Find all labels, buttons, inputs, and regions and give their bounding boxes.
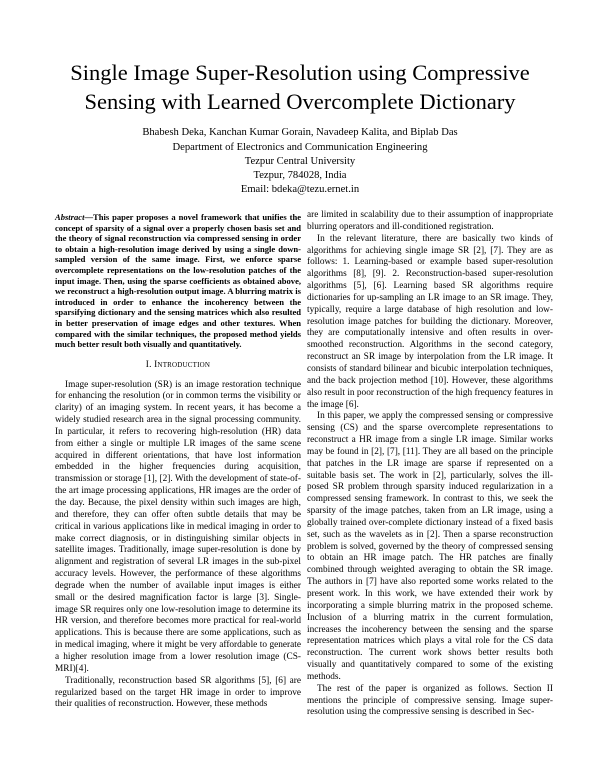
section-numeral: I. — [145, 359, 152, 370]
title-line-1: Single Image Super-Resolution using Compressive — [70, 60, 530, 85]
intro-paragraph-5: In this paper, we apply the compressed sensing or compressive sensing (CS) and the sparse overcomplete representations to reconstruct a HR image from a single LR image. Similar works may be found in [2], [7], [11]. They are all based on the principle that patches in the LR image are sparse if represented on a suitable basis set. The work in [2], particularly, solves the ill-posed SR problem through sparsity induced regularization in a compressed sensing framework. In contrast to this, we seek the sparsity of the image patches, taken from an LR image, using a globally trained over-complete dictionary instead of a fixed basis set, such as the wavelets as in [2]. Then a sparse reconstruction problem is solved, governed by the theory of compressed sensing to obtain an HR image patch. The HR patches are finally combined through weighted averaging to obtain the SR image. The authors in [7] have also reported some works related to the present work. In this work, we have extended their work by incorporating a simple blurring matrix in the proposed scheme. Inclusion of a blurring matrix in the current formulation, increases the incoherency between the sensing and the sparse representation matrices which plays a vital role for the CS data reconstruction. The current work shows better results both visually and quantitatively compared to some of the existing methods. — [307, 411, 553, 682]
intro-paragraph-6: The rest of the paper is organized as follows. Section II mentions the principle of compressive sensing. Image super-resolution using the compressive sensing is described in Sec- — [307, 683, 553, 718]
paper-title — [40, 58, 560, 116]
abstract-lead: Abstract — [55, 212, 85, 222]
author-email: Email: bdeka@tezu.ernet.in — [240, 184, 360, 195]
intro-paragraph-3: are limited in scalability due to their assumption of inappropriate blurring operators and ill-conditioned registration. — [307, 210, 553, 232]
abstract-text: —This paper proposes a novel framework that unifies the concept of sparsity of a signal over a properly chosen basis set and the theory of signal reconstruction via compressed sensing in order to obtain a high-resolution image derived by using a single down-sampled version of the same image. First, we enforce sparse overcomplete representations on the low-resolution patches of the input image. Then, using the sparse coefficients as obtained above, we reconstruct a high-resolution output image. A blurring matrix is introduced in order to enhance the incoherency between the sparsifying dictionary and the sensing matrices which also resulted in better preservation of image edges and other textures. When compared with the similar techniques, the proposed method yields much better result both visually and quantitatively. — [55, 212, 301, 350]
author-block — [40, 126, 560, 197]
abstract — [55, 212, 301, 350]
author-names: Bhabesh Deka, Kanchan Kumar Gorain, Navadeep Kalita, and Biplab Das — [142, 127, 458, 138]
author-university: Tezpur Central University — [244, 156, 356, 167]
author-location: Tezpur, 784028, India — [253, 170, 347, 181]
intro-paragraph-4: In the relevant literature, there are basically two kinds of algorithms for achieving single image SR [2], [7]. They are as follows: 1. Learning-based or example based super-resolution algorithms [8], [9]. 2. Reconstruction-based super-resolution algorithms [5], [6]. Learning based SR algorithms require dictionaries for up-sampling an LR image to an SR image. They, typically, require a large database of high resolution and low-resolution image patches for building the dictionary. Moreover, they are computationally intensive and often results in over-smoothed reconstruction. Algorithms in the second category, reconstruct an SR image by interpolation from the LR image. It consists of standard bilinear and bicubic interpolation techniques, and the back projection method [10]. However, these algorithms also result in poor reconstruction of the high frequency features in the image [6]. — [307, 233, 553, 410]
intro-paragraph-1: Image super-resolution (SR) is an image restoration technique for enhancing the resolution (or in common terms the visibility or clarity) of an imaging system. In recent years, it has become a widely studied research area in the signal processing community. In particular, it refers to recovering high-resolution (HR) data from either a single or multiple LR images of the same scene acquired in different orientations, that have lost information embedded in the higher frequencies during acquisition, transmission or storage [1], [2]. With the development of state-of-the art image processing applications, HR images are the order of the day. Because, the pixel density within such images are high, and therefore, they can offer often subtle details that may be critical in various applications like in medical imaging in order to make correct diagnosis, or in distinguishing similar objects in satellite images. Traditionally, image super-resolution is done by alignment and registration of several LR images in the sub-pixel accuracy levels. However, the performance of these algorithms degrade when the number of available input images is either small or the desired magnification factor is large [3]. Single-image SR requires only one low-resolution image to determine its HR version, and therefore becomes more practical for real-world applications. This is because there are some applications, such as in medical imaging, where it might be very affordable to generate a higher resolution image from a lower resolution image (CS-MRI)[4]. — [55, 379, 301, 674]
section-title: Introduction — [154, 359, 211, 370]
intro-paragraph-2: Traditionally, reconstruction based SR algorithms [5], [6] are regularized based on the target HR image in order to improve their qualities of reconstruction. However, these methods — [55, 675, 301, 710]
section-heading-introduction — [55, 360, 301, 372]
title-line-2: Sensing with Learned Overcomplete Dictionary — [84, 89, 516, 114]
left-column — [55, 212, 301, 711]
right-column — [307, 210, 553, 719]
author-department: Department of Electronics and Communication Engineering — [172, 142, 428, 153]
